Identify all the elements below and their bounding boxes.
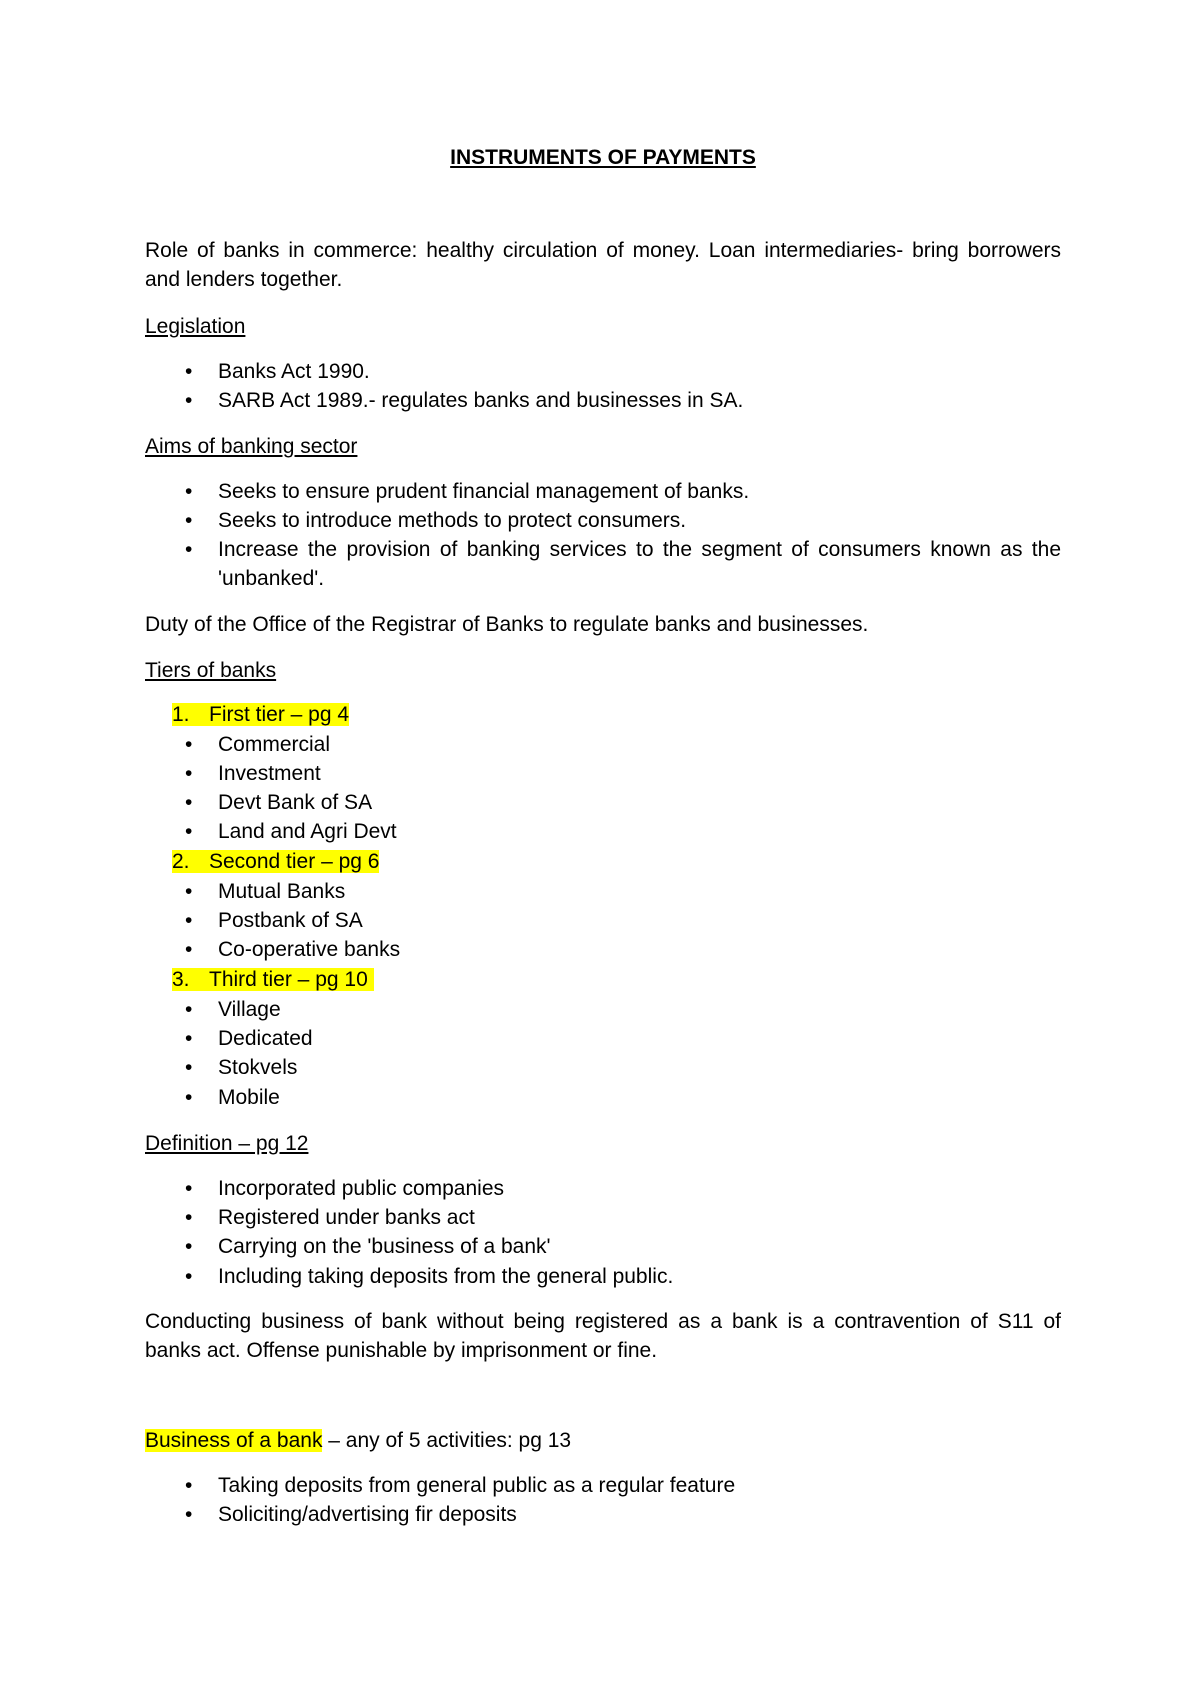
- legislation-heading: Legislation: [145, 315, 246, 338]
- bullet-icon: •: [185, 762, 193, 785]
- bullet-icon: •: [185, 909, 193, 932]
- tiers-heading: Tiers of banks: [145, 659, 277, 682]
- registrar-paragraph: Duty of the Office of the Registrar of Banks to regulate banks and businesses.: [145, 613, 869, 636]
- definition-heading: Definition – pg 12: [145, 1132, 309, 1155]
- bullet-icon: •: [185, 1206, 193, 1229]
- bullet-icon: •: [185, 480, 193, 503]
- intro-paragraph: Role of banks in commerce: healthy circulation of money. Loan intermediaries- bring borrowers and lenders together.: [145, 239, 1061, 291]
- bullet-icon: •: [185, 360, 193, 383]
- bullet-icon: •: [185, 791, 193, 814]
- business-paragraph: Business of a bank – any of 5 activities: pg 13: [145, 1429, 572, 1452]
- contravention-paragraph: Conducting business of bank without being registered as a bank is a contravention of S11 of banks act. Offense punishable by imprisonment or fine.: [145, 1310, 1061, 1362]
- bullet-icon: •: [185, 733, 193, 756]
- business-highlight: Business of a bank: [145, 1429, 323, 1452]
- bullet-icon: •: [185, 820, 193, 843]
- bullet-icon: •: [185, 1474, 193, 1497]
- document-title: INSTRUMENTS OF PAYMENTS: [450, 146, 756, 169]
- bullet-icon: •: [185, 538, 193, 561]
- bullet-icon: •: [185, 1265, 193, 1288]
- bullet-icon: •: [185, 389, 193, 412]
- tier-heading-3: 3. Third tier – pg 10: [172, 966, 374, 994]
- tier-heading-2: 2. Second tier – pg 6: [172, 850, 380, 873]
- bullet-icon: •: [185, 998, 193, 1021]
- bullet-icon: •: [185, 880, 193, 903]
- bullet-icon: •: [185, 509, 193, 532]
- aims-heading: Aims of banking sector: [145, 435, 358, 458]
- bullet-icon: •: [185, 938, 193, 961]
- bullet-icon: •: [185, 1503, 193, 1526]
- tier-heading-1: 1. First tier – pg 4: [172, 703, 350, 726]
- bullet-icon: •: [185, 1056, 193, 1079]
- bullet-icon: •: [185, 1235, 193, 1258]
- bullet-icon: •: [185, 1086, 193, 1109]
- bullet-icon: •: [185, 1027, 193, 1050]
- bullet-icon: •: [185, 1177, 193, 1200]
